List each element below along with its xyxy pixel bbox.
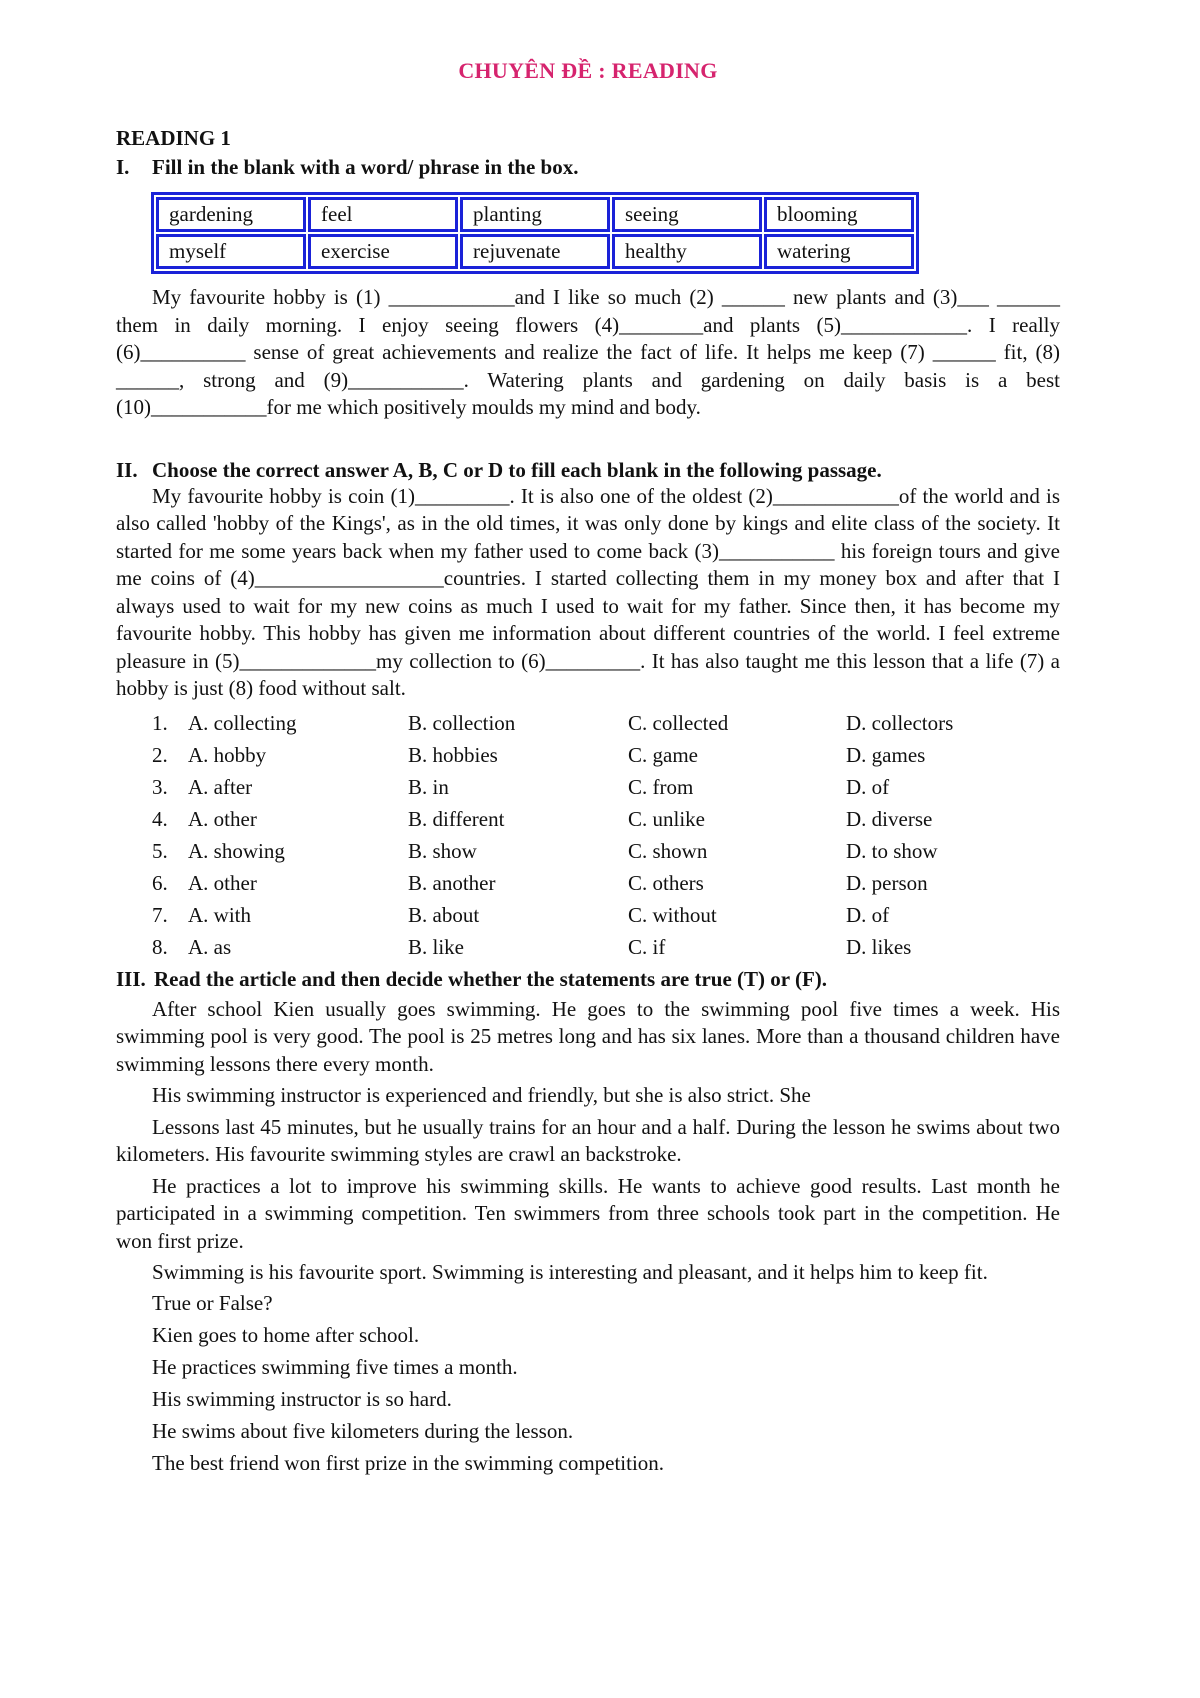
word-box-cell: exercise <box>308 234 458 269</box>
option-d: D. games <box>846 742 926 767</box>
word-box-cell: healthy <box>612 234 762 269</box>
statement-list <box>116 1319 1060 1479</box>
option-c: C. shown <box>628 838 708 863</box>
question-number: 4. <box>152 806 168 831</box>
question-number: 1. <box>152 710 168 735</box>
statement-item: The best friend won first prize in the swimming competition. <box>152 1450 665 1475</box>
option-a: A. other <box>188 870 257 895</box>
option-row <box>116 707 1060 739</box>
section-2-instruction: Choose the correct answer A, B, C or D to fill each blank in the following passage. <box>152 457 882 482</box>
question-number: 7. <box>152 902 168 927</box>
word-box-row <box>156 197 914 232</box>
option-row <box>116 899 1060 931</box>
answer-options <box>116 707 1060 963</box>
word-box-row <box>156 234 914 269</box>
option-d: D. likes <box>846 934 912 959</box>
statement-item: His swimming instructor is so hard. <box>152 1386 452 1411</box>
section-1-passage: My favourite hobby is (1) ____________and I like so much (2) ______ new plants and (3)___ ______ them in daily morning. I enjoy seeing flowers (4)________and plants (5)____________. I really (6)__________ sense of great achievements and realize the fact of life. It helps me keep (7) ______ fit, (8) ______, strong and (9)___________. Watering plants and gardening on daily basis is a best (10)___________for me which positively moulds my mind and body. <box>116 285 1060 419</box>
question-number: 2. <box>152 742 168 767</box>
option-a: A. with <box>188 902 251 927</box>
section-1-heading <box>116 155 1060 180</box>
option-c: C. if <box>628 934 666 959</box>
option-a: A. other <box>188 806 257 831</box>
option-row <box>116 835 1060 867</box>
section-1-number: I. <box>116 155 130 179</box>
word-box-cell: feel <box>308 197 458 232</box>
section-2-heading <box>116 458 1060 483</box>
option-d: D. diverse <box>846 806 933 831</box>
option-c: C. without <box>628 902 717 927</box>
question-number: 6. <box>152 870 168 895</box>
word-box-cell: blooming <box>764 197 914 232</box>
option-a: A. as <box>188 934 232 959</box>
option-d: D. to show <box>846 838 938 863</box>
word-box-cell: myself <box>156 234 306 269</box>
article-paragraph-2: His swimming instructor is experienced and friendly, but she is also strict. She <box>152 1083 811 1107</box>
option-b: B. hobbies <box>408 742 498 767</box>
option-c: C. unlike <box>628 806 705 831</box>
option-a: A. after <box>188 774 253 799</box>
option-c: C. others <box>628 870 704 895</box>
option-b: B. collection <box>408 710 516 735</box>
option-row <box>116 771 1060 803</box>
option-d: D. of <box>846 774 890 799</box>
article-paragraph-5: Swimming is his favourite sport. Swimming is interesting and pleasant, and it helps him to keep fit. <box>152 1260 988 1284</box>
section-1-instruction: Fill in the blank with a word/ phrase in the box. <box>152 155 579 179</box>
section-3-number: III. <box>116 966 146 991</box>
option-d: D. person <box>846 870 928 895</box>
word-box-cell: rejuvenate <box>460 234 610 269</box>
section-3-instruction: Read the article and then decide whether the statements are true (T) or (F). <box>154 966 828 991</box>
statement-item: He practices swimming five times a month. <box>152 1354 518 1379</box>
true-false-label: True or False? <box>152 1290 273 1315</box>
question-number: 3. <box>152 774 168 799</box>
question-number: 5. <box>152 838 168 863</box>
word-box-cell: watering <box>764 234 914 269</box>
section-3-heading <box>116 967 1060 992</box>
option-c: C. game <box>628 742 698 767</box>
statement-item: Kien goes to home after school. <box>152 1322 420 1347</box>
option-b: B. different <box>408 806 505 831</box>
option-b: B. like <box>408 934 464 959</box>
option-c: C. from <box>628 774 694 799</box>
word-box-cell: seeing <box>612 197 762 232</box>
word-box-cell: planting <box>460 197 610 232</box>
question-number: 8. <box>152 934 168 959</box>
option-b: B. another <box>408 870 496 895</box>
option-row <box>116 931 1060 963</box>
article-paragraph-1: After school Kien usually goes swimming. He goes to the swimming pool five times a week. His swimming pool is very good. The pool is 25 metres long and has six lanes. More than a thousand children have swimming lessons there every month. <box>116 996 1060 1076</box>
option-d: D. of <box>846 902 890 927</box>
option-row <box>116 803 1060 835</box>
option-a: A. showing <box>188 838 285 863</box>
option-b: B. show <box>408 838 477 863</box>
article-paragraph-4: He practices a lot to improve his swimming skills. He wants to achieve good results. Last month he participated in a swimming competition. Ten swimmers from three schools took part in the competition. He won first prize. <box>116 1173 1060 1253</box>
section-2-passage: My favourite hobby is coin (1)_________. It is also one of the oldest (2)____________of the world and is also called 'hobby of the Kings', as in the old times, it was only done by kings and elite class of the society. It started for me some years back when my father used to come back (3)___________ his foreign tours and give me coins of (4)__________________countries. I started collecting them in my money box and after that I always used to wait for my new coins as much I used to wait for my father. Since then, it has become my favourite hobby. This hobby has given me information about different countries of the world. I feel extreme pleasure in (5)_____________my collection to (6)_________. It has also taught me this lesson that a life (7) a hobby is just (8) food without salt. <box>116 483 1060 700</box>
word-box-cell: gardening <box>156 197 306 232</box>
option-b: B. in <box>408 774 449 799</box>
statement-item: He swims about five kilometers during the lesson. <box>152 1418 574 1443</box>
option-row <box>116 867 1060 899</box>
page-title: CHUYÊN ĐỀ : READING <box>458 58 718 83</box>
article-paragraph-3: Lessons last 45 minutes, but he usually trains for an hour and a half. During the lesson he swims about two kilometers. His favourite swimming styles are crawl an backstroke. <box>116 1114 1060 1166</box>
option-row <box>116 739 1060 771</box>
option-c: C. collected <box>628 710 729 735</box>
word-box <box>151 192 919 274</box>
option-b: B. about <box>408 902 480 927</box>
option-a: A. hobby <box>188 742 267 767</box>
section-2-number: II. <box>116 457 138 482</box>
option-d: D. collectors <box>846 710 954 735</box>
reading-label: READING 1 <box>116 126 231 150</box>
option-a: A. collecting <box>188 710 297 735</box>
